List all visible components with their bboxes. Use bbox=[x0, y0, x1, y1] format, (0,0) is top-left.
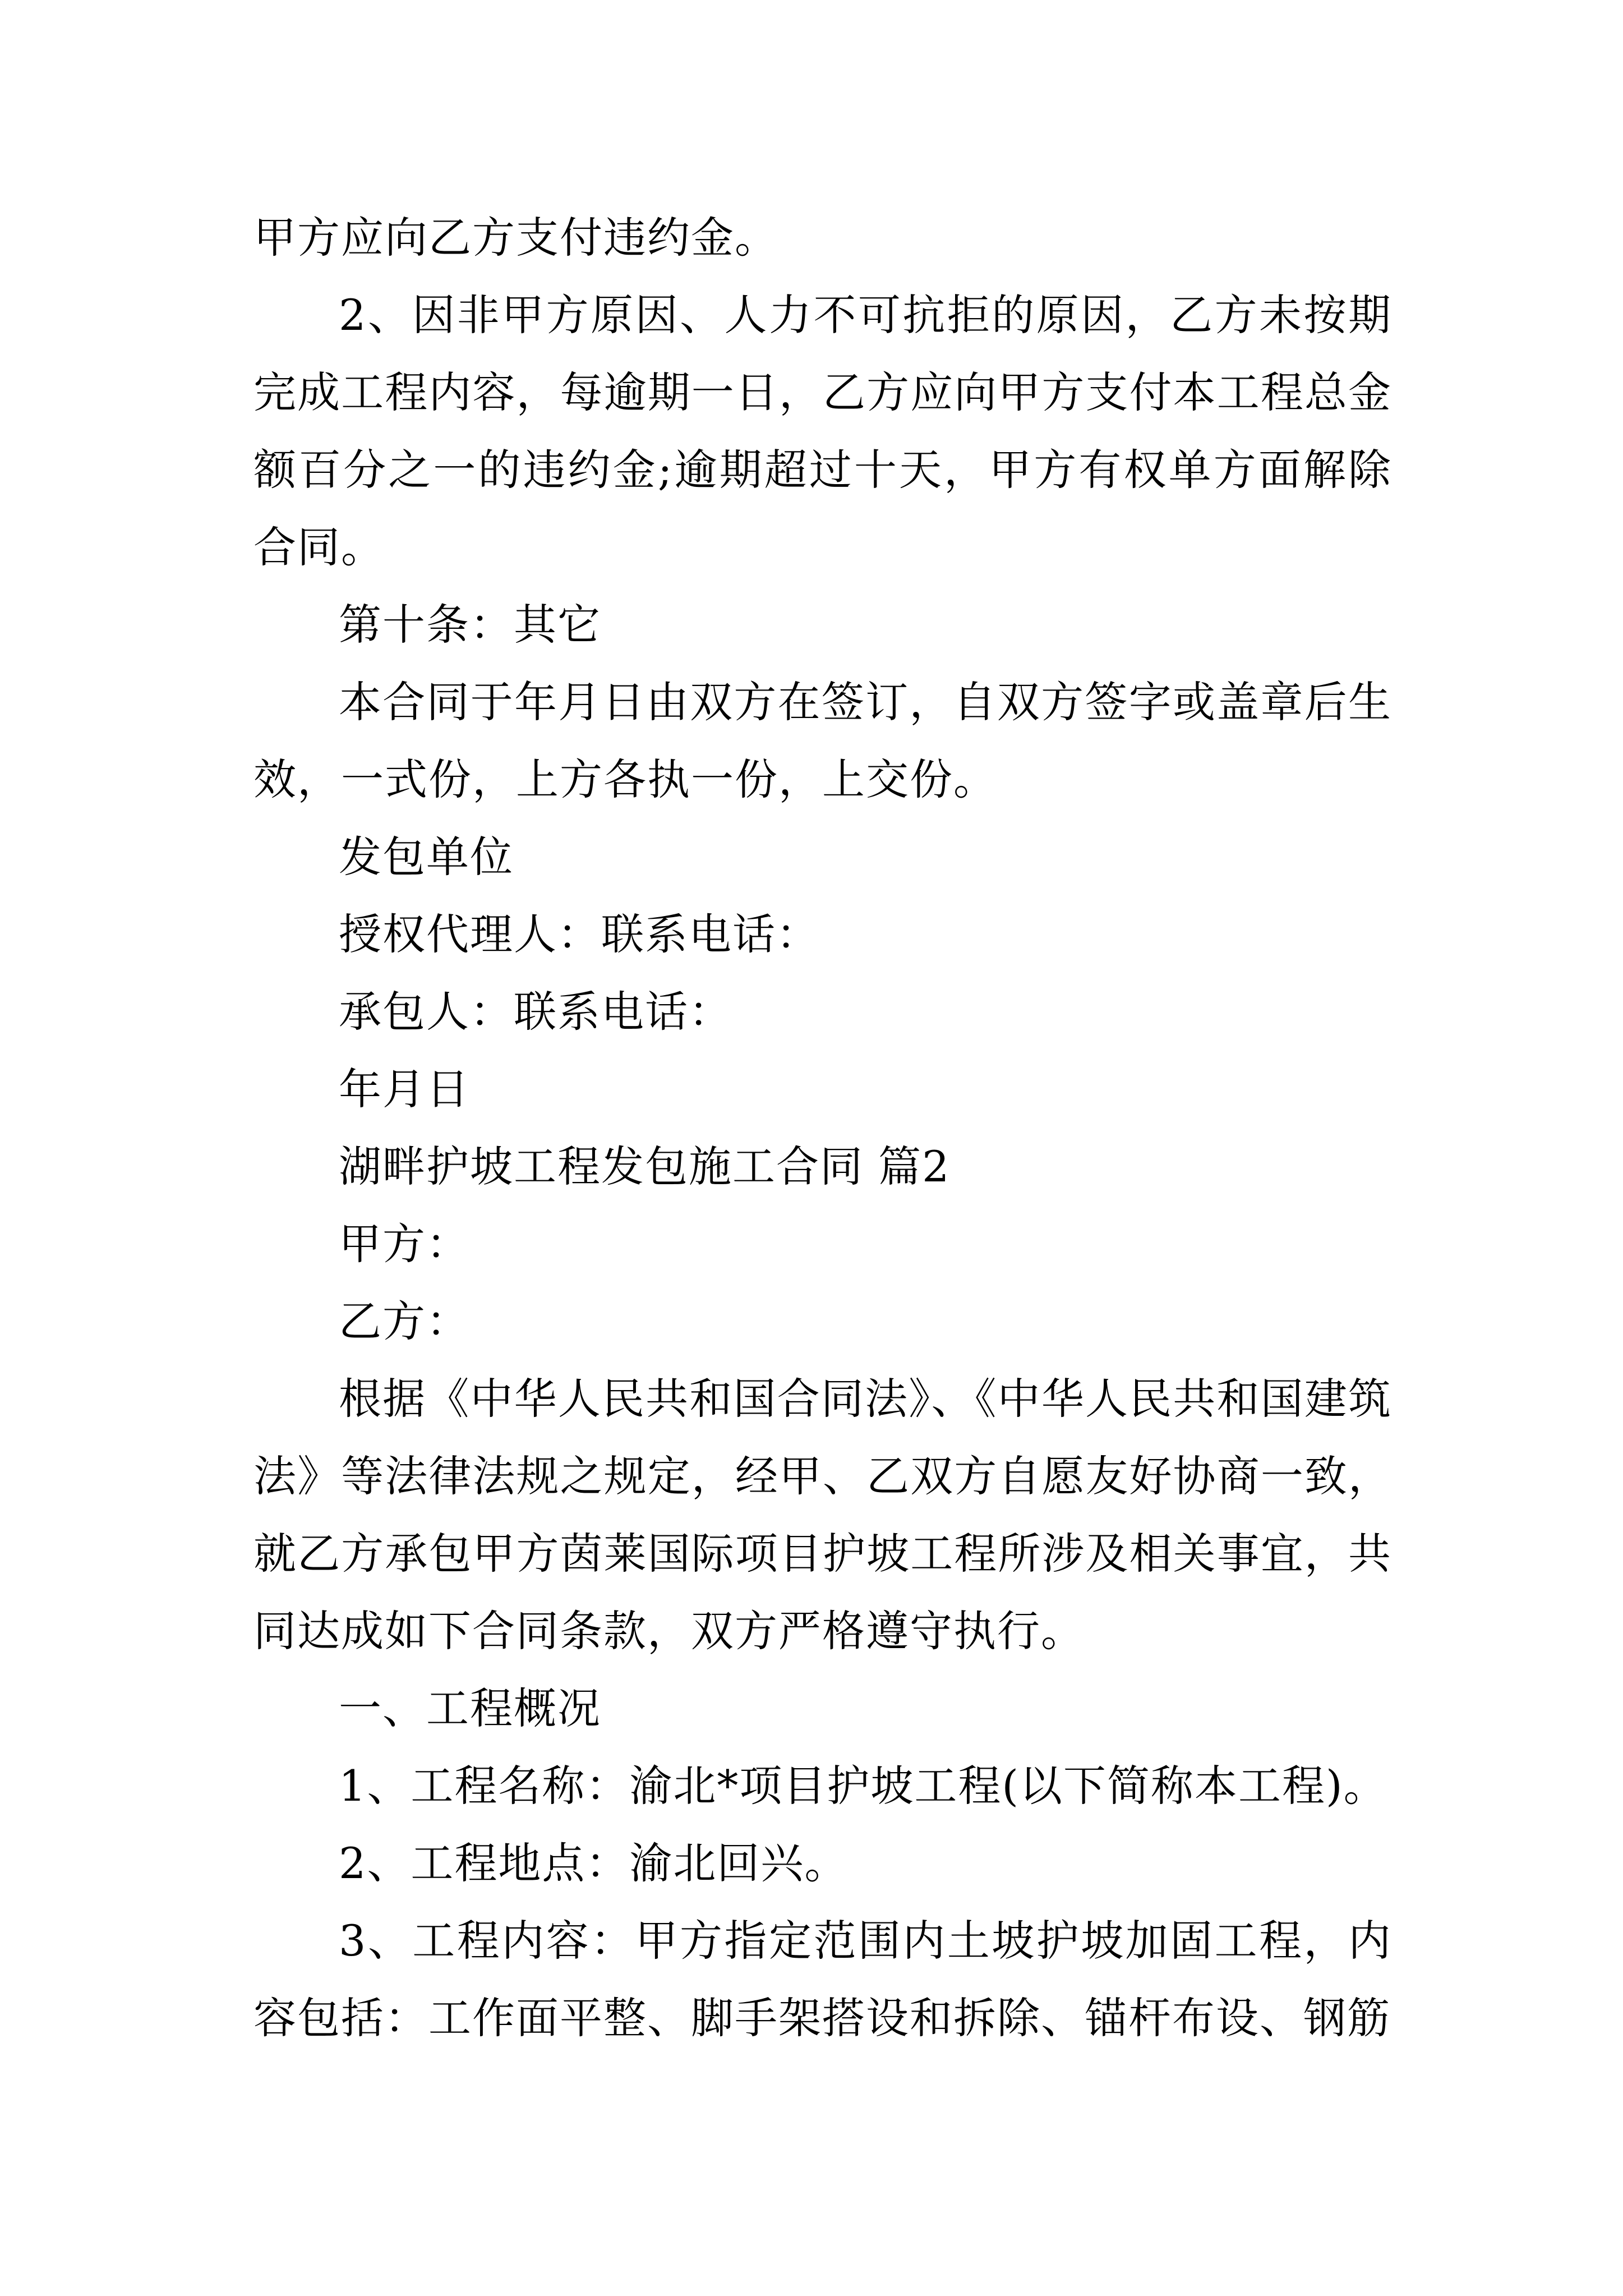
signature-line: 承包人：联系电话： bbox=[339, 987, 732, 1037]
paragraph: 本合同于年月日由双方在签订，自双方签字或盖章后生效，一式份，上方各执一份，上交份。 bbox=[253, 677, 1392, 804]
party-a-line: 甲方： bbox=[339, 1219, 470, 1269]
list-item: 2、工程地点：渝北回兴。 bbox=[339, 1838, 849, 1888]
party-b-line: 乙方： bbox=[339, 1296, 470, 1346]
signature-line: 发包单位 bbox=[339, 832, 514, 882]
list-item: 1、工程名称：渝北*项目护坡工程(以下简称本工程)。 bbox=[339, 1761, 1387, 1811]
date-line: 年月日 bbox=[339, 1064, 470, 1114]
signature-line: 授权代理人：联系电话： bbox=[339, 909, 820, 959]
paragraph: 2、因非甲方原因、人力不可抗拒的原因，乙方未按期完成工程内容，每逾期一日，乙方应向甲方支付本工程总金额百分之一的违约金;逾期超过十天，甲方有权单方面解除合同。 bbox=[253, 290, 1392, 572]
document-title: 湖畔护坡工程发包施工合同 篇2 bbox=[339, 1142, 951, 1191]
section-heading: 第十条：其它 bbox=[339, 600, 601, 650]
list-item: 3、工程内容：甲方指定范围内土坡护坡加固工程，内容包括：工作面平整、脚手架搭设和拆除、锚杆布设、钢筋 bbox=[253, 1916, 1392, 2043]
paragraph: 甲方应向乙方支付违约金。 bbox=[253, 213, 778, 263]
section-heading: 一、工程概况 bbox=[339, 1683, 601, 1733]
paragraph: 根据《中华人民共和国合同法》、《中华人民共和国建筑法》等法律法规之规定，经甲、乙双方自愿友好协商一致，就乙方承包甲方茵莱国际项目护坡工程所涉及相关事宜，共同达成如下合同条款，双方严格遵守执行。 bbox=[253, 1374, 1392, 1656]
document-body bbox=[253, 199, 1392, 2057]
